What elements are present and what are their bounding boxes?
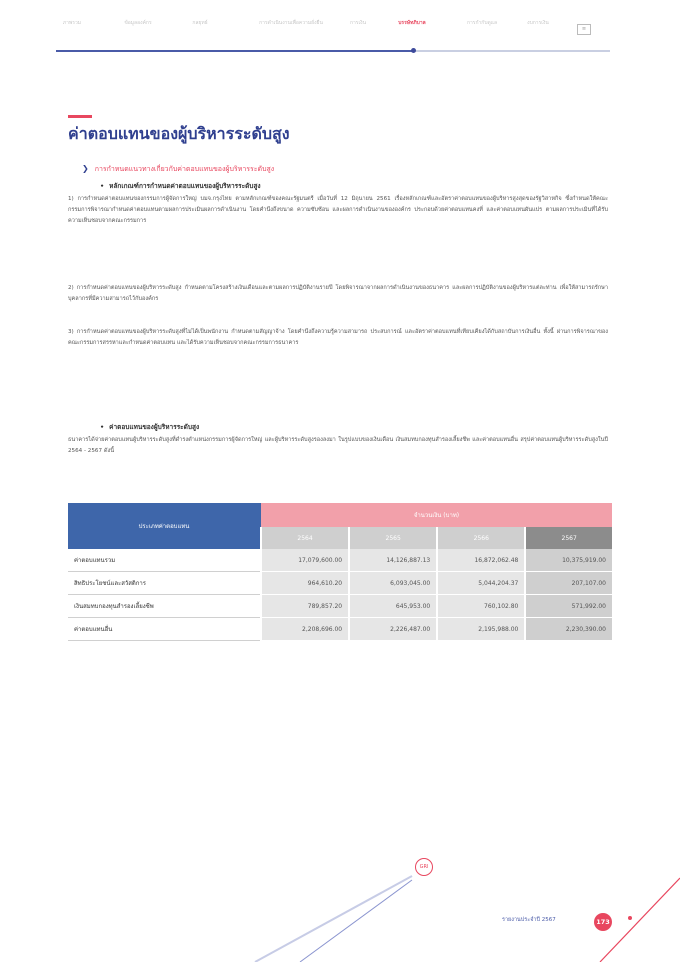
nav-item-finance[interactable]: การเงิน	[349, 20, 367, 26]
row-label: ค่าตอบแทนอื่น	[68, 618, 261, 641]
cell-value: 789,857.20	[261, 595, 349, 618]
cell-value: 6,093,045.00	[349, 572, 437, 595]
nav-item-supervision[interactable]: การกำกับดูแล	[466, 20, 498, 26]
paragraph-2: 2) การกำหนดค่าตอบแทนของผู้บริหารระดับสูง กำหนดตามโครงสร้างเงินเดือนและตามผลการปฏิบัติงานรายปี โดยพิจารณาจากผลการดำเนินงานของธนาคาร และผลการปฏิบัติงานของผู้บริหารแต่ละท่าน เพื่อให้สามารถรักษาบุคลากรที่มีความสามารถไว้กับองค์กร	[68, 285, 608, 303]
nav-item-sustainability[interactable]: การดำเนินงานเพื่อความยั่งยืน	[259, 20, 323, 26]
nav-item-strategy[interactable]: กลยุทธ์	[192, 20, 208, 26]
table-header-year: 2565	[349, 527, 437, 549]
decor-curve-right	[600, 878, 680, 962]
nav-item-governance[interactable]: บรรษัทภิบาล	[398, 20, 426, 26]
section-heading-text: การกำหนดแนวทางเกี่ยวกับค่าตอบแทนของผู้บริหารระดับสูง	[94, 165, 275, 173]
decor-dot	[628, 916, 632, 920]
cell-value: 17,079,600.00	[261, 549, 349, 572]
bullet-icon: •	[100, 423, 105, 431]
cell-value: 16,872,062.48	[437, 549, 525, 572]
cell-value: 2,226,487.00	[349, 618, 437, 641]
paragraph-3: 3) การกำหนดค่าตอบแทนของผู้บริหารระดับสูงที่ไม่ได้เป็นพนักงาน กำหนดตามสัญญาจ้าง โดยคำนึงถึงความรู้ความสามารถ ประสบการณ์ และอัตราค่าตอบแทนที่เทียบเคียงได้กับสถาบันการเงินอื่น ทั้งนี้ ผ่านการพิจารณาของคณะกรรมการสรรหาและกำหนดค่าตอบแทน และได้รับความเห็นชอบจากคณะกรรมการธนาคาร	[68, 329, 608, 347]
gri-circle: GRI	[415, 858, 433, 876]
cell-value: 207,107.00	[525, 572, 612, 595]
bullet-icon: •	[100, 182, 105, 190]
row-label: ค่าตอบแทนรวม	[68, 549, 261, 572]
cell-value: 2,230,390.00	[525, 618, 612, 641]
decor-line-left	[255, 876, 412, 962]
cell-value: 571,992.00	[525, 595, 612, 618]
table-header-amount: จำนวนเงิน (บาท)	[261, 503, 612, 527]
nav-item-organization[interactable]: ข้อมูลองค์กร	[124, 20, 152, 26]
page-title: ค่าตอบแทนของผู้บริหารระดับสูง	[68, 124, 290, 143]
cell-value: 645,953.00	[349, 595, 437, 618]
table-header-year: 2564	[261, 527, 349, 549]
row-label: สิทธิประโยชน์และสวัสดิการ	[68, 572, 261, 595]
row-label: เงินสมทบกองทุนสำรองเลี้ยงชีพ	[68, 595, 261, 618]
table-header-type: ประเภทค่าตอบแทน	[68, 503, 261, 549]
cell-value: 10,375,919.00	[525, 549, 612, 572]
nav-item-financial-statements[interactable]: งบการเงิน	[527, 20, 549, 26]
cell-value: 2,195,988.00	[437, 618, 525, 641]
section-bullet-icon: ❯	[82, 164, 89, 173]
table-header-year: 2567	[525, 527, 612, 549]
page-number: 173	[594, 913, 612, 931]
menu-icon[interactable]: ≡	[577, 24, 591, 35]
nav-item-overview[interactable]: ภาพรวม	[62, 20, 82, 26]
subheading-criteria-text: หลักเกณฑ์การกำหนดค่าตอบแทนของผู้บริหารระดับสูง	[109, 182, 261, 190]
subheading-compensation-text: ค่าตอบแทนของผู้บริหารระดับสูง	[109, 423, 200, 431]
footer-report-title: รายงานประจำปี 2567	[502, 917, 556, 923]
cell-value: 14,126,887.13	[349, 549, 437, 572]
decor-line-accent	[300, 880, 412, 962]
cell-value: 5,044,204.37	[437, 572, 525, 595]
cell-value: 2,208,696.00	[261, 618, 349, 641]
paragraph-1: 1) การกำหนดค่าตอบแทนของกรรมการผู้จัดการใหญ่ บมจ.กรุงไทย ตามหลักเกณฑ์ของคณะรัฐมนตรี เมื่อวันที่ 12 มิถุนายน 2561 เรื่องหลักเกณฑ์และอัตราค่าตอบแทนของผู้บริหารสูงสุดของรัฐวิสาหกิจ ซึ่งกำหนดให้คณะกรรมการพิจารณากำหนดค่าตอบแทนตามผลการประเมินผลการดำเนินงาน โดยคำนึงถึงขนาด ความซับซ้อน และผลการดำเนินงานขององค์กร ประกอบด้วยค่าตอบแทนคงที่ และค่าตอบแทนผันแปร ตามผลการประเมินที่ได้รับความเห็นชอบจากคณะกรรมการ	[68, 196, 608, 225]
table-header-year: 2566	[437, 527, 525, 549]
cell-value: 964,610.20	[261, 572, 349, 595]
cell-value: 760,102.80	[437, 595, 525, 618]
paragraph-4: ธนาคารได้จ่ายค่าตอบแทนผู้บริหารระดับสูงที่ดำรงตำแหน่งกรรมการผู้จัดการใหญ่ และผู้บริหารระดับสูงรองลงมา ในรูปแบบของเงินเดือน เงินสมทบกองทุนสำรองเลี้ยงชีพ และค่าตอบแทนอื่น สรุปค่าตอบแทนผู้บริหารระดับสูงในปี 2564 - 2567 ดังนี้	[68, 437, 608, 455]
